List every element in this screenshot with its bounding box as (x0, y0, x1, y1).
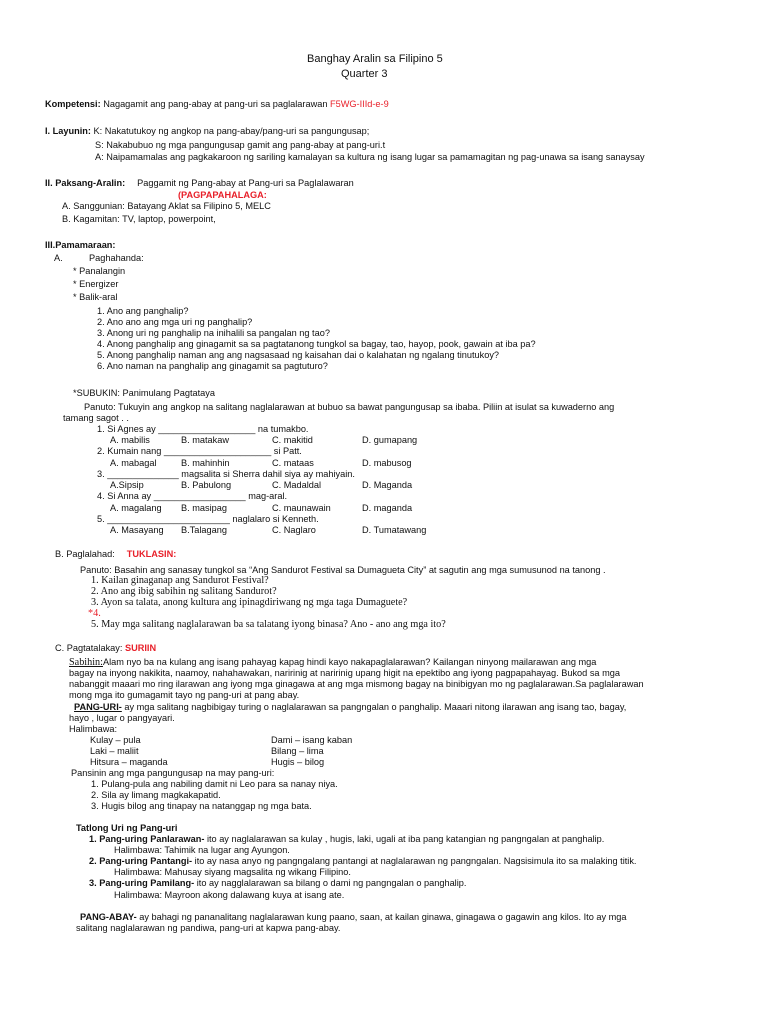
sabihin-label: Sabihin: (69, 657, 103, 668)
quiz-choice: B. Pabulong (181, 480, 232, 490)
quiz-choice: A. magalang (110, 503, 162, 513)
pangabay-definition-cont: salitang naglalarawan ng pandiwa, pang-uri at kapwa pang-abay. (76, 923, 341, 933)
quiz-choice: D. gumapang (362, 435, 418, 445)
suriin-tag: SURIIN (124, 643, 157, 653)
example-left: Hitsura – maganda (90, 757, 168, 767)
kompetensi-code: F5WG-IIId-e-9 (330, 99, 389, 109)
sabihin-paragraph-line: nabanggit maaari mo ring ilarawan ang iyong mga ginagawa at ang mga mismong bagay na binibigyan mo ng paglalarawan.Sa paglalarawan (69, 679, 644, 689)
tuklasin-question: 3. Ayon sa talata, anong kultura ang ipinagdiriwang ng mga taga Dumaguete? (91, 597, 408, 608)
sabihin-paragraph-line: bagay na inyong nakikita, naamoy, nahahawakan, naririnig at naririnig upang higit na epektibo ang iyong pagpapahayag. Bukod sa mga (69, 668, 620, 678)
quarter-label: Quarter 3 (341, 68, 388, 80)
panguri-label: PANG-URI- (74, 702, 122, 712)
sabihin-paragraph-line: mong mga ito gumagamit tayo ng pang-uri at pang abay. (69, 690, 300, 700)
quiz-choice: D. Tumatawang (362, 525, 427, 535)
balik-aral-question: 4. Anong panghalip ang ginagamit sa sa pagtatanong tungkol sa bagay, tao, hayop, pook, gawain at iba pa? (97, 339, 536, 349)
subukin-panuto: Panuto: Tukuyin ang angkop na salitang naglalarawan at bubuo sa bawat pangungusap sa ibaba. Piliin at isulat sa kuwaderno ang (84, 402, 615, 412)
pangabay-text: ay bahagi ng pananalitang naglalarawan kung paano, saan, at kailan ginawa, ginagawa o gagawin ang kilos. Ito ay mga (136, 912, 627, 922)
layunin-label: I. Layunin: (45, 126, 91, 136)
layunin-a: A: Naipamamalas ang pagkakaroon ng sariling kamalayan sa kultura ng isang lugar sa pamamagitan ng pag-unawa sa isang sanaysay (95, 152, 645, 162)
pagtatalakay-label: C. Pagtatalakay: (55, 643, 123, 653)
panguri-text: ay mga salitang nagbibigay turing o naglalarawan sa pangngalan o panghalip. Maaari nitong ilarawan ang isang tao, bagay, (121, 702, 627, 712)
kagamitan-line: B. Kagamitan: TV, laptop, powerpoint, (62, 214, 216, 224)
quiz-choice: B. mahinhin (181, 458, 230, 468)
bullet-balik-aral: * Balik-aral (73, 292, 118, 302)
kompetensi-text: Nagagamit ang pang-abay at pang-uri sa paglalarawan (100, 99, 330, 109)
tuklasin-question: 5. May mga salitang naglalarawan ba sa talatang iyong binasa? Ano - ano ang mga ito? (91, 619, 446, 630)
layunin-s: S: Nakabubuo ng mga pangungusap gamit ang pang-abay at pang-uri.t (95, 140, 386, 150)
uri-pamilang (89, 878, 466, 889)
subukin-panuto-cont: tamang sagot . . (63, 413, 129, 423)
kompetensi-label: Kompetensi: (45, 99, 101, 109)
tuklasin-question: 2. Ano ang ibig sabihin ng salitang Sandurot? (91, 586, 277, 597)
layunin-k-line (45, 126, 369, 137)
paglalahad-panuto: Panuto: Basahin ang sanasay tungkol sa “Ang Sandurot Festival sa Dumagueta City” at sagutin ang mga sumusunod na tanong . (80, 565, 606, 575)
balik-aral-question: 1. Ano ang panghalip? (97, 306, 189, 316)
pagpapahalaga-label: (PAGPAPAHALAGA: (178, 190, 267, 200)
quiz-choice: B. masipag (181, 503, 227, 513)
paksang-aralin-line (45, 178, 354, 189)
quiz-choice: C. mataas (272, 458, 314, 468)
balik-aral-question: 3. Anong uri ng panghalip na inihalili sa pangalan ng tao? (97, 328, 330, 338)
subukin-label: *SUBUKIN: Panimulang Pagtataya (73, 388, 215, 398)
example-right: Dami – isang kaban (271, 735, 353, 745)
quiz-choice: D. mabusog (362, 458, 412, 468)
uri-example: Halimbawa: Mahusay siyang magsalita ng wikang Filipino. (114, 867, 351, 877)
quiz-choice: D. maganda (362, 503, 413, 513)
panguri-definition-cont: hayo , lugar o pangyayari. (69, 713, 175, 723)
uri-pantangi (89, 856, 636, 867)
tatlong-uri-heading: Tatlong Uri ng Pang-uri (76, 823, 178, 833)
uri-desc: ito ay nasa anyo ng pangngalang pantangi at naglalarawan ng pangngalan. Nagsisimula ito sa malaking titik. (192, 856, 637, 866)
paglalahad-line (55, 549, 176, 560)
balik-aral-question: 2. Ano ano ang mga uri ng panghalip? (97, 317, 253, 327)
document-title: Banghay Aralin sa Filipino 5 (307, 53, 443, 65)
bullet-energizer: * Energizer (73, 279, 119, 289)
pagtatalakay-line (55, 643, 156, 654)
sanggunian-line: A. Sanggunian: Batayang Aklat sa Filipino 5, MELC (62, 201, 271, 211)
quiz-choice: C. maunawain (272, 503, 331, 513)
quiz-choice: D. Maganda (362, 480, 413, 490)
example-right: Bilang – lima (271, 746, 324, 756)
quiz-question: 2. Kumain nang _____________________ si Patt. (97, 446, 302, 456)
layunin-k: K: Nakatutukoy ng angkop na pang-abay/pang-uri sa pangungusap; (90, 126, 370, 136)
pansinin-label: Pansinin ang mga pangungusap na may pang-uri: (71, 768, 275, 778)
pamamaraan-a-label: A. (54, 253, 63, 263)
sabihin-paragraph-line (69, 657, 596, 668)
quiz-choice: A. mabilis (110, 435, 150, 445)
example-sentence: 2. Sila ay limang magkakapatid. (91, 790, 221, 800)
pamamaraan-label: III.Pamamaraan: (45, 240, 116, 250)
quiz-question: 1. Si Agnes ay ___________________ na tumakbo. (97, 424, 309, 434)
quiz-choice: A. Masayang (110, 525, 164, 535)
balik-aral-question: 6. Ano naman na panghalip ang ginagamit sa pagtuturo? (97, 361, 328, 371)
halimbawa-label: Halimbawa: (69, 724, 117, 734)
paghahanda-label: Paghahanda: (89, 253, 144, 263)
example-right: Hugis – bilog (271, 757, 325, 767)
uri-example: Halimbawa: Tahimik na lugar ang Ayungon. (114, 845, 290, 855)
paksang-aralin-text: Paggamit ng Pang-abay at Pang-uri sa Paglalawaran (137, 178, 354, 188)
bullet-panalangin: * Panalangin (73, 266, 126, 276)
example-left: Kulay – pula (90, 735, 141, 745)
uri-desc: ito ay nagglalarawan sa bilang o dami ng pangngalan o panghalip. (194, 878, 467, 888)
quiz-question: 4. Si Anna ay __________________ mag-aral. (97, 491, 288, 501)
example-sentence: 3. Hugis bilog ang tinapay na natanggap ng mga bata. (91, 801, 312, 811)
quiz-choice: B.Talagang (181, 525, 227, 535)
quiz-choice: B. matakaw (181, 435, 229, 445)
example-sentence: 1. Pulang-pula ang nabiling damit ni Leo para sa nanay niya. (91, 779, 338, 789)
tuklasin-question-4: *4. (88, 608, 101, 619)
pangabay-definition-line (80, 912, 627, 923)
quiz-question: 5. ________________________ naglalaro si Kenneth. (97, 514, 319, 524)
panguri-definition-line (74, 702, 626, 713)
uri-title: 2. Pang-uring Pantangi- (89, 856, 193, 866)
quiz-choice: C. makitid (272, 435, 313, 445)
uri-title: 3. Pang-uring Pamilang- (89, 878, 195, 888)
tuklasin-tag: TUKLASIN: (126, 549, 177, 559)
quiz-choice: A.Sipsip (110, 480, 144, 490)
balik-aral-question: 5. Anong panghalip naman ang ang nagsasaad ng kaisahan dai o kalahatan ng ngalang tinutukoy? (97, 350, 500, 360)
quiz-choice: C. Naglaro (272, 525, 316, 535)
uri-panlarawan (89, 834, 604, 845)
paglalahad-label: B. Paglalahad: (55, 549, 115, 559)
quiz-choice: A. mabagal (110, 458, 157, 468)
kompetensi-line (45, 99, 389, 110)
quiz-choice: C. Madaldal (272, 480, 322, 490)
uri-example: Halimbawa: Mayroon akong dalawang kuya at isang ate. (114, 890, 345, 900)
paksang-aralin-label: II. Paksang-Aralin: (45, 178, 126, 188)
tuklasin-question: 1. Kailan ginaganap ang Sandurot Festival? (91, 575, 269, 586)
example-left: Laki – maliit (90, 746, 139, 756)
uri-desc: ito ay naglalarawan sa kulay , hugis, laki, ugali at iba pang katangian ng pangngalan at panghalip. (204, 834, 605, 844)
uri-title: 1. Pang-uring Panlarawan- (89, 834, 205, 844)
sabihin-text: Alam nyo ba na kulang ang isang pahayag kapag hindi kayo nakapaglalarawan? Kailangan ninyong mailarawan ang mga (102, 657, 597, 667)
pangabay-label: PANG-ABAY- (80, 912, 137, 922)
quiz-question: 3. ______________ magsalita si Sherra dahil siya ay mahiyain. (97, 469, 355, 479)
